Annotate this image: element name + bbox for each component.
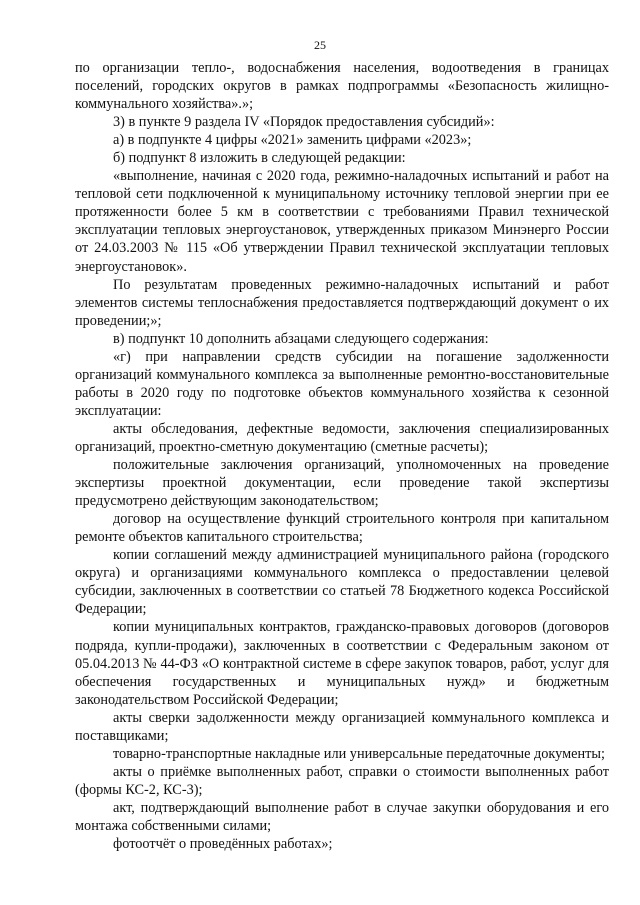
paragraph-photo-report: фотоотчёт о проведённых работах»; <box>113 836 333 853</box>
paragraph-subitem-b: б) подпункт 8 изложить в следующей редакции: <box>113 150 406 167</box>
paragraph-subitem-v: в) подпункт 10 дополнить абзацами следующего содержания: <box>113 330 489 347</box>
paragraph-continuation: по организации тепло-, водоснабжения населения, водоотведения в границах поселений, городских округов в рамках подпрограммы «Безопасность жилищно-коммунального хозяйства».»; <box>75 60 609 113</box>
paragraph-acceptance-acts: акты о приёмке выполненных работ, справки о стоимости выполненных работ (формы КС-2, КС-3); <box>75 763 609 798</box>
paragraph-quoted-subpoint-8: «выполнение, начиная с 2020 года, режимно-наладочных испытаний и работ на тепловой сети подключенной к муниципальному источнику тепловой энергии при ее протяженности более 5 км в соответствии с требованиями Правил технической эксплуатации тепловых энергоустановок, утвержденных приказом Минэнерго России от 24.03.2003 № 115 «Об утверждении Правил технической эксплуатации тепловых энергоустановок». <box>75 168 609 275</box>
paragraph-reconciliation-acts: акты сверки задолженности между организацией коммунального комплекса и поставщиками; <box>75 709 609 744</box>
document-body <box>75 59 609 853</box>
paragraph-contracts-copies: копии муниципальных контрактов, гражданско-правовых договоров (договоров подряда, купли-продажи), заключенных в соответствии с Федеральным законом от 05.04.2013 № 44-ФЗ «О контрактной системе в сфере закупок товаров, работ, услуг для обеспечения государственных и муниципальных нужд» и бюджетным законодательством Российской Федерации; <box>75 619 609 708</box>
paragraph-expert-conclusions: положительные заключения организаций, уполномоченных на проведение экспертизы проектной документации, если проведение такой экспертизы предусмотрено действующим законодательством; <box>75 457 609 510</box>
paragraph-construction-control: договор на осуществление функций строительного контроля при капитальном ремонте объектов капитального строительства; <box>75 511 609 546</box>
page-number: 25 <box>314 38 326 52</box>
paragraph-waybills: товарно-транспортные накладные или универсальные передаточные документы; <box>113 745 605 762</box>
paragraph-quoted-subpoint-g: «г) при направлении средств субсидии на погашение задолженности организаций коммунального комплекса за выполненные ремонтно-восстановительные работы в 2020 году по подготовке объектов коммунального хозяйства к сезонной эксплуатации: <box>75 348 609 419</box>
paragraph-test-results: По результатам проведенных режимно-наладочных испытаний и работ элементов системы теплоснабжения предоставляется подтверждающий документ о их проведении;»; <box>75 276 609 329</box>
paragraph-agreements-copies: копии соглашений между администрацией муниципального района (городского округа) и организациями коммунального комплекса о предоставлении целевой субсидии, заключенных в соответствии со статьей 78 Бюджетного кодекса Российской Федерации; <box>75 547 609 618</box>
paragraph-inspection-acts: акты обследования, дефектные ведомости, заключения специализированных организаций, проектно-сметную документацию (сметные расчеты); <box>75 420 609 455</box>
paragraph-subitem-a: а) в подпункте 4 цифры «2021» заменить цифрами «2023»; <box>113 132 472 149</box>
paragraph-item-3: 3) в пункте 9 раздела IV «Порядок предоставления субсидий»: <box>113 114 495 131</box>
paragraph-equipment-act: акт, подтверждающий выполнение работ в случае закупки оборудования и его монтажа собственными силами; <box>75 799 609 834</box>
